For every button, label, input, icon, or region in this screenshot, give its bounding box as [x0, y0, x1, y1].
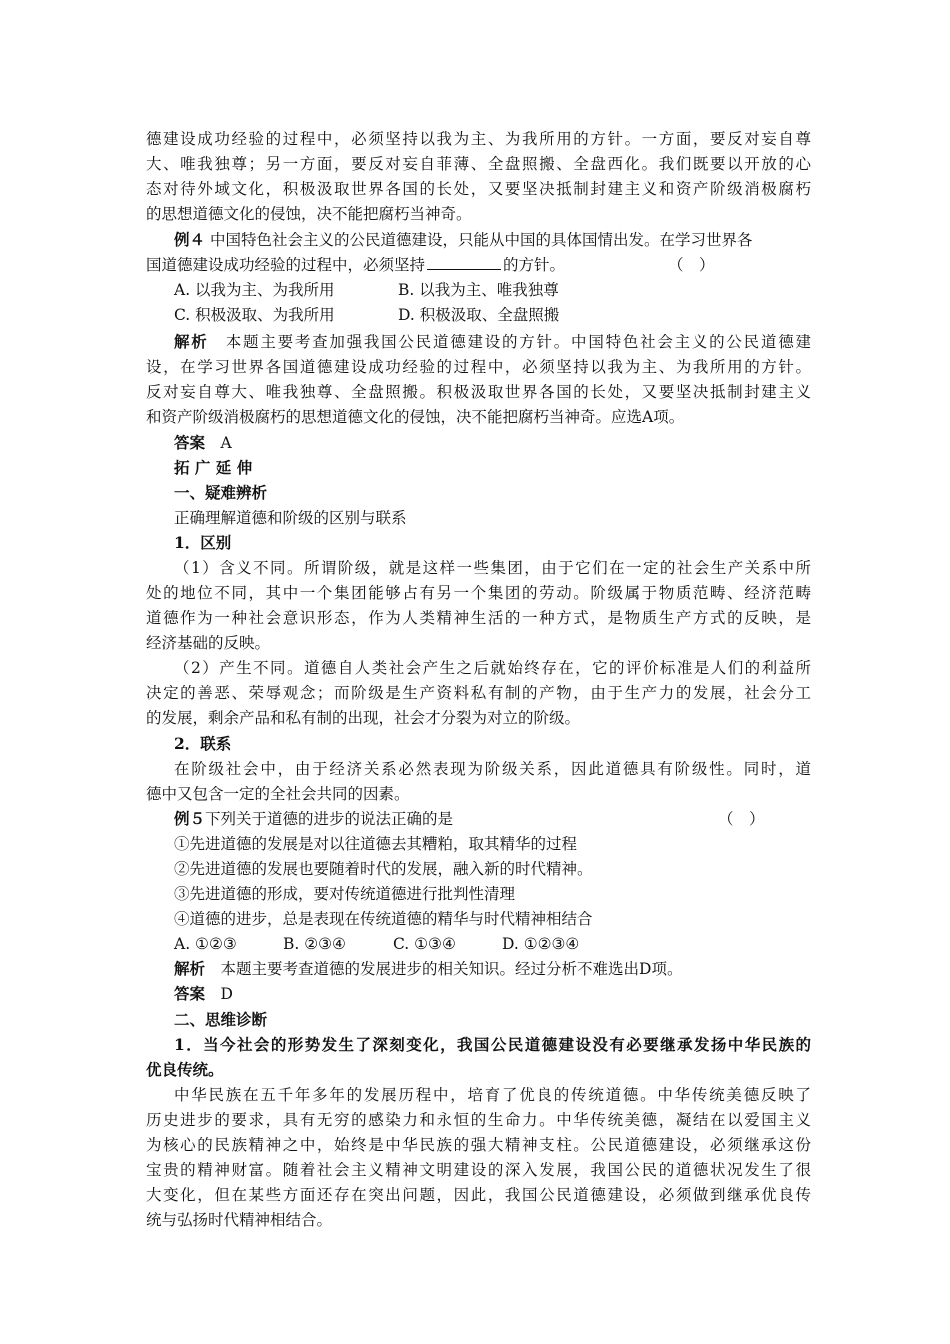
link-heading: 2．联系	[174, 734, 232, 753]
example-4-label: 例４	[174, 230, 206, 249]
answer-label: 答案	[174, 433, 206, 452]
option-d: D. ①②③④	[502, 935, 580, 953]
option-b: B. 以我为主、唯我独尊	[398, 281, 559, 299]
analysis-label: 解析	[174, 959, 206, 978]
analysis-line: 反对妄自尊大、唯我独尊、全盘照搬。积极汲取世界各国的长处，又要坚决抵制封建主义	[146, 383, 811, 401]
answer-parenthesis: （ ）	[668, 256, 715, 274]
link-line: 德中又包含一定的全社会共同的因素。	[146, 785, 410, 803]
intro-line: 的思想道德文化的侵蚀，决不能把腐朽当神奇。	[146, 205, 472, 223]
diagnosis-question: 1．当今社会的形势发生了深刻变化，我国公民道德建设没有必要继承发扬中华民族的	[174, 1035, 811, 1054]
difference-2-line: 决定的善恶、荣辱观念；而阶级是生产资料私有制的产物，由于生产力的发展，社会分工	[146, 684, 811, 702]
section-heading-diagnosis: 二、思维诊断	[174, 1010, 268, 1029]
difference-1-line: 经济基础的反映。	[146, 634, 271, 652]
answer-parenthesis: （ ）	[718, 810, 765, 828]
statement-item: ④道德的进步，总是表现在传统道德的精华与时代精神相结合	[174, 910, 593, 928]
diagnosis-answer-line: 中华民族在五千年多年的发展历程中，培育了优良的传统道德。中华传统美德反映了	[174, 1086, 811, 1104]
difference-1-line: 道德作为一种社会意识形态，作为人类精神生活的一种方式，是物质生产方式的反映，是	[146, 609, 811, 627]
example-4-analysis	[174, 330, 811, 354]
option-c: C. 积极汲取、为我所用	[174, 306, 335, 324]
analysis-label: 解析	[174, 332, 209, 351]
intro-line: 大、唯我独尊；另一方面，要反对妄自菲薄、全盘照搬、全盘西化。我们既要以开放的心	[146, 155, 811, 173]
example-4-question	[174, 228, 811, 252]
statement-item: ①先进道德的发展是对以往道德去其糟粕，取其精华的过程	[174, 835, 578, 853]
answer-value: A	[205, 434, 232, 452]
diagnosis-answer-line: 历史进步的要求，具有无穷的感染力和永恒的生命力。中华传统美德，凝结在以爱国主义	[146, 1111, 811, 1129]
example-5-analysis	[174, 957, 811, 981]
statement-item: ②先进道德的发展也要随着时代的发展，融入新的时代精神。	[174, 860, 593, 878]
option-a: A. ①②③	[174, 935, 237, 953]
example-4-text: 中国特色社会主义的公民道德建设，只能从中国的具体国情出发。在学习世界各	[205, 231, 753, 249]
difference-1-line: （1）含义不同。所谓阶级，就是这样一些集团，由于它们在一定的社会生产关系中所	[174, 559, 811, 577]
diagnosis-answer-line: 大变化，但在某些方面还存在突出问题，因此，我国公民道德建设，必须做到继承优良传	[146, 1186, 811, 1204]
diagnosis-answer-line: 宝贵的精神财富。随着社会主义精神文明建设的深入发展，我国公民的道德状况发生了很	[146, 1161, 811, 1179]
example-4-text-3: 的方针。	[503, 256, 566, 274]
answer-label: 答案	[174, 984, 206, 1003]
option-a: A. 以我为主、为我所用	[174, 281, 335, 299]
answer-value: D	[205, 985, 233, 1003]
example-5-answer	[174, 982, 811, 1006]
section-heading-difficulty: 一、疑难辨析	[174, 483, 268, 502]
option-c: C. ①③④	[393, 935, 456, 953]
difference-2-line: （2）产生不同。道德自人类社会产生之后就始终存在，它的评价标准是人们的利益所	[174, 659, 811, 677]
option-d: D. 积极汲取、全盘照搬	[398, 306, 560, 324]
example-5-label: 例５	[174, 809, 206, 828]
diagnosis-answer-line: 为核心的民族精神之中，始终是中华民族的强大精神支柱。公民道德建设，必须继承这份	[146, 1136, 811, 1154]
diagnosis-answer-line: 统与弘扬时代精神相结合。	[146, 1211, 333, 1229]
analysis-line: 设，在学习世界各国道德建设成功经验的过程中，必须坚持以我为主、为我所用的方针。	[146, 358, 811, 376]
statement-item: ③先进道德的形成，要对传统道德进行批判性清理	[174, 885, 516, 903]
difference-2-line: 的发展，剩余产品和私有制的出现，社会才分裂为对立的阶级。	[146, 709, 581, 727]
section-subheading: 正确理解道德和阶级的区别与联系	[174, 509, 407, 527]
difference-1-line: 处的地位不同，其中一个集团能够占有另一个集团的劳动。阶级属于物质范畴、经济范畴	[146, 584, 811, 602]
answer-blank	[427, 254, 501, 270]
link-line: 在阶级社会中，由于经济关系必然表现为阶级关系，因此道德具有阶级性。同时，道	[174, 760, 811, 778]
analysis-text: 本题主要考查加强我国公民道德建设的方针。中国特色社会主义的公民道德建	[208, 333, 811, 351]
analysis-line: 和资产阶级消极腐朽的思想道德文化的侵蚀，决不能把腐朽当神奇。应选A项。	[146, 408, 685, 426]
intro-line: 态对待外域文化，积极汲取世界各国的长处，又要坚决抵制封建主义和资产阶级消极腐朽	[146, 180, 811, 198]
option-b: B. ②③④	[283, 935, 346, 953]
section-heading-extend: 拓 广 延 伸	[174, 458, 253, 477]
intro-line: 德建设成功经验的过程中，必须坚持以我为主、为我所用的方针。一方面，要反对妄自尊	[146, 130, 811, 148]
example-4-answer	[174, 431, 811, 455]
example-4-text-2: 国道德建设成功经验的过程中，必须坚持	[146, 256, 426, 274]
analysis-text: 本题主要考查道德的发展进步的相关知识。经过分析不难选出D项。	[205, 960, 683, 978]
example-5-question	[174, 807, 811, 831]
difference-heading: 1．区别	[174, 533, 232, 552]
example-5-text: 下列关于道德的进步的说法正确的是	[205, 810, 454, 828]
diagnosis-question: 优良传统。	[146, 1060, 224, 1079]
